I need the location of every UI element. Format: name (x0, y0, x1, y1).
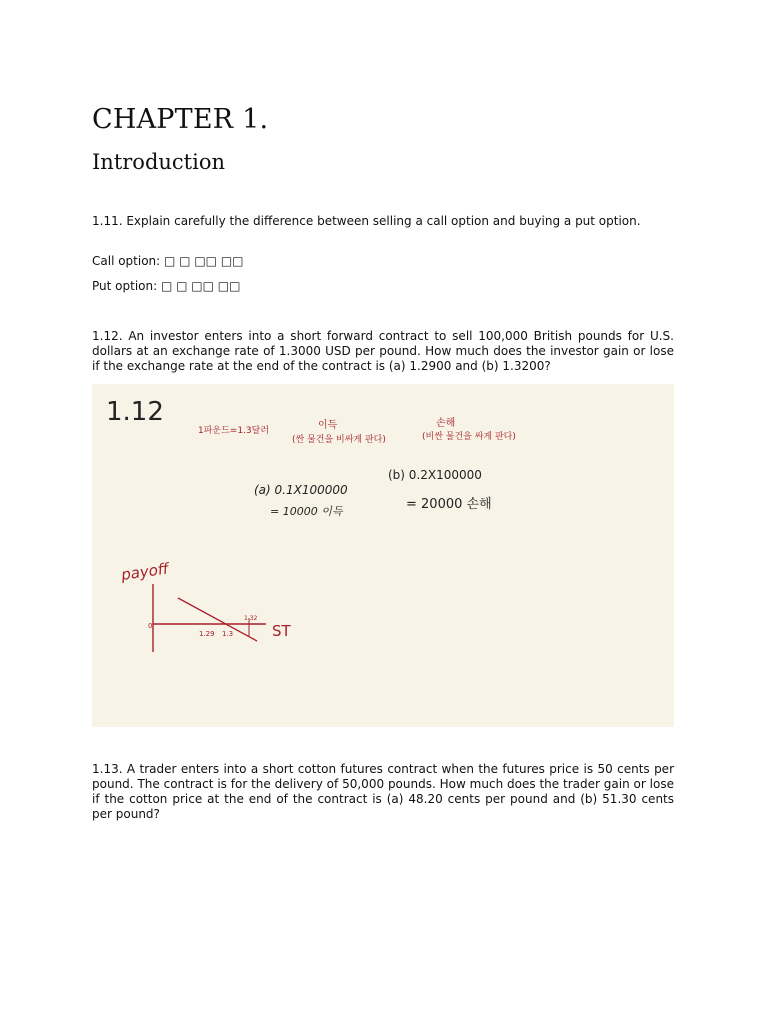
note-heading: 1.12 (106, 397, 164, 427)
call-option-line: Call option: □ □ □□ □□ (92, 254, 244, 268)
question-1-11: 1.11. Explain carefully the difference between selling a call option and buying a put option. (92, 214, 641, 228)
calc-b-line-2: = 20000 손해 (406, 497, 492, 512)
put-option-line: Put option: □ □ □□ □□ (92, 279, 241, 293)
graph-tick-label-2: 1.3 (222, 630, 234, 638)
note-gain-detail: (싼 물건을 비싸게 판다) (292, 435, 386, 445)
note-forward-rate: 1파운드=1.3달러 (198, 426, 270, 436)
handwritten-note-drawing (92, 384, 674, 727)
graph-x-label: ST (272, 622, 291, 640)
graph-y-label: payoff (120, 559, 170, 584)
calc-b-line-1: (b) 0.2X100000 (388, 468, 482, 482)
section-title: Introduction (92, 150, 225, 174)
graph-tick-label-1: 1.29 (199, 630, 215, 638)
note-loss-title: 손해 (436, 418, 456, 429)
question-1-13: 1.13. A trader enters into a short cotton futures contract when the futures price is 50 cents per pound. The contract is for the delivery of 50,000 pounds. How much does the trader gain or lose if the cotton price at the end of the contract is (a) 48.20 cents per pound and (b) 51.30 cents per pound? (92, 762, 674, 821)
graph-origin-label: 0 (148, 622, 153, 630)
graph-tick-label-3: 1.32 (244, 615, 258, 622)
calc-a-line-1: (a) 0.1X100000 (254, 483, 348, 497)
handwritten-note-image (92, 384, 674, 727)
calc-a-line-2: = 10000 이득 (270, 505, 343, 518)
note-loss-detail: (비싼 물건을 싸게 판다) (422, 432, 516, 442)
note-gain-title: 이득 (318, 420, 338, 431)
chapter-title: CHAPTER 1. (92, 104, 269, 135)
question-1-12: 1.12. An investor enters into a short forward contract to sell 100,000 British pounds for U.S. dollars at an exchange rate of 1.3000 USD per pound. How much does the investor gain or lose if the exchange rate at the end of the contract is (a) 1.2900 and (b) 1.3200? (92, 329, 674, 373)
